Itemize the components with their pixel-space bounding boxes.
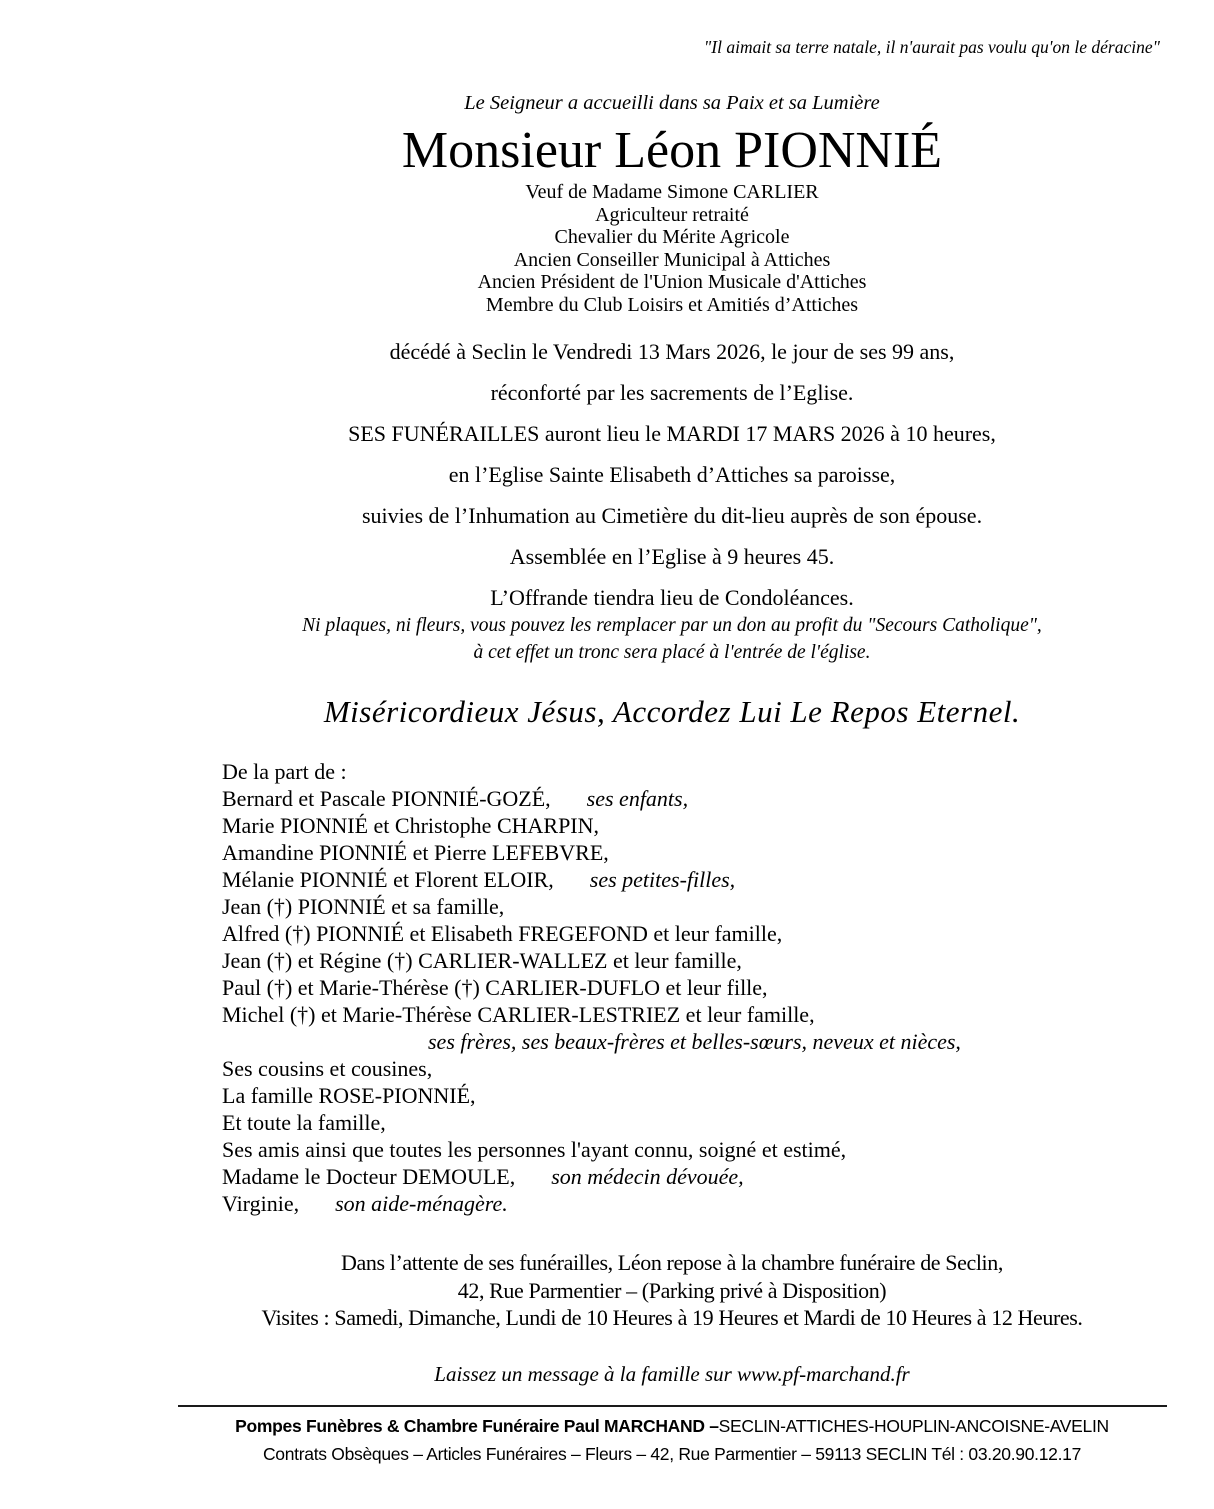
announcement-line: décédé à Seclin le Vendredi 13 Mars 2026, le jour de ses 99 ans, (389, 339, 955, 364)
deceased-title-line: Ancien Président de l'Union Musicale d'Attiches (477, 271, 867, 293)
wake-line: Visites : Samedi, Dimanche, Lundi de 10 Heures à 19 Heures et Mardi de 10 Heures à 12 Heures. (261, 1305, 1083, 1330)
family-entry (222, 1109, 1214, 1136)
donation-note-line: à cet effet un tronc sera placé à l'entrée de l'église. (473, 642, 871, 663)
family-names: Jean (†) et Régine (†) CARLIER-WALLEZ et leur famille, (222, 948, 742, 973)
family-entry (222, 1190, 1214, 1217)
announcement-line: réconforté par les sacrements de l’Eglise. (490, 380, 854, 405)
epitaph-quote: "Il aimait sa terre natale, il n'aurait pas voulu qu'on le déracine" (703, 37, 1160, 57)
family-entry (222, 920, 1214, 947)
family-entry (222, 1163, 1214, 1190)
wake-line: Dans l’attente de ses funérailles, Léon repose à la chambre funéraire de Seclin, (341, 1250, 1003, 1275)
family-entry (222, 812, 1214, 839)
family-heading: De la part de : (222, 759, 347, 784)
announcement-line: L’Offrande tiendra lieu de Condoléances. (490, 585, 854, 610)
family-names: Et toute la famille, (222, 1110, 386, 1135)
family-relation: ses petites-filles, (589, 867, 736, 892)
footer-divider (178, 1405, 1167, 1407)
announcement-line: en l’Eglise Sainte Elisabeth d’Attiches sa paroisse, (448, 462, 896, 487)
guestbook-message-line: Laissez un message à la famille sur www.pf-marchand.fr (434, 1361, 910, 1386)
donation-note-line: Ni plaques, ni fleurs, vous pouvez les remplacer par un don au profit du "Secours Catholique", (302, 615, 1042, 636)
wake-line: 42, Rue Parmentier – (Parking privé à Disposition) (457, 1277, 887, 1303)
family-names: Michel (†) et Marie-Thérèse CARLIER-LESTRIEZ et leur famille, (222, 1002, 815, 1027)
deceased-title-line: Veuf de Madame Simone CARLIER (525, 181, 819, 203)
deceased-name-title: Monsieur Léon PIONNIÉ (401, 122, 943, 179)
deceased-title-line: Chevalier du Mérite Agricole (554, 226, 790, 248)
funeral-home-services-line: Contrats Obsèques – Articles Funéraires – Fleurs – 42, Rue Parmentier – 59113 SECLIN Tél : 03.20.90.12.17 (262, 1443, 1082, 1464)
family-names: Bernard et Pascale PIONNIÉ-GOZÉ, (222, 786, 551, 811)
deceased-titles (130, 181, 1214, 316)
siblings-relation-text: ses frères, ses beaux-frères et belles-sœurs, neveux et nièces, (428, 1029, 961, 1054)
family-names: Marie PIONNIÉ et Christophe CHARPIN, (222, 813, 600, 838)
donation-note (130, 612, 1214, 666)
deceased-title-line: Agriculteur retraité (595, 203, 749, 226)
funeral-home-locations: SECLIN-ATTICHES-HOUPLIN-ANCOISNE-AVELIN (718, 1415, 1109, 1436)
family-entry (222, 974, 1214, 1001)
family-relation: ses enfants, (586, 786, 689, 811)
deceased-title-line: Ancien Conseiller Municipal à Attiches (513, 248, 831, 271)
notice-content (130, 36, 1214, 1468)
family-entry (222, 1082, 1214, 1109)
family-relation: son médecin dévouée, (551, 1164, 744, 1189)
funeral-announcement (130, 340, 1214, 610)
family-names: Alfred (†) PIONNIÉ et Elisabeth FREGEFOND et leur famille, (222, 921, 783, 946)
footer (130, 1412, 1214, 1468)
family-names: Ses cousins et cousines, (222, 1056, 433, 1081)
family-entry (222, 866, 1214, 893)
family-names: Ses amis ainsi que toutes les personnes l'ayant connu, soigné et estimé, (222, 1137, 847, 1162)
family-relation: son aide-ménagère. (335, 1191, 508, 1216)
family-names: Jean (†) PIONNIÉ et sa famille, (222, 894, 505, 919)
family-names: La famille ROSE-PIONNIÉ, (222, 1083, 476, 1108)
wake-info (130, 1249, 1214, 1332)
family-names: Paul (†) et Marie-Thérèse (†) CARLIER-DUFLO et leur fille, (222, 975, 768, 1000)
funeral-home-name-line (130, 1412, 1214, 1440)
family-section (222, 758, 1214, 1217)
family-entry (222, 947, 1214, 974)
announcement-line: suivies de l’Inhumation au Cimetière du dit-lieu auprès de son épouse. (361, 503, 983, 528)
family-entry (222, 893, 1214, 920)
deceased-title-line: Membre du Club Loisirs et Amitiés d’Attiches (485, 293, 859, 316)
funeral-home-name: Pompes Funèbres & Chambre Funéraire Paul MARCHAND – (235, 1415, 719, 1436)
family-entry (222, 1001, 1214, 1028)
religious-intro-line: Le Seigneur a accueilli dans sa Paix et sa Lumière (464, 92, 880, 114)
family-entry (222, 1055, 1214, 1082)
family-entry (222, 785, 1214, 812)
announcement-line: Assemblée en l’Eglise à 9 heures 45. (509, 544, 835, 569)
family-entry (222, 1136, 1214, 1163)
family-entry (222, 839, 1214, 866)
siblings-relation-line (222, 1028, 1214, 1055)
family-names: Amandine PIONNIÉ et Pierre LEFEBVRE, (222, 840, 609, 865)
announcement-line: SES FUNÉRAILLES auront lieu le MARDI 17 MARS 2026 à 10 heures, (348, 421, 996, 446)
family-names: Virginie, (222, 1191, 300, 1216)
prayer-line: Miséricordieux Jésus, Accordez Lui Le Repos Eternel. (323, 694, 1021, 729)
family-names: Madame le Docteur DEMOULE, (222, 1164, 516, 1189)
family-names: Mélanie PIONNIÉ et Florent ELOIR, (222, 867, 554, 892)
